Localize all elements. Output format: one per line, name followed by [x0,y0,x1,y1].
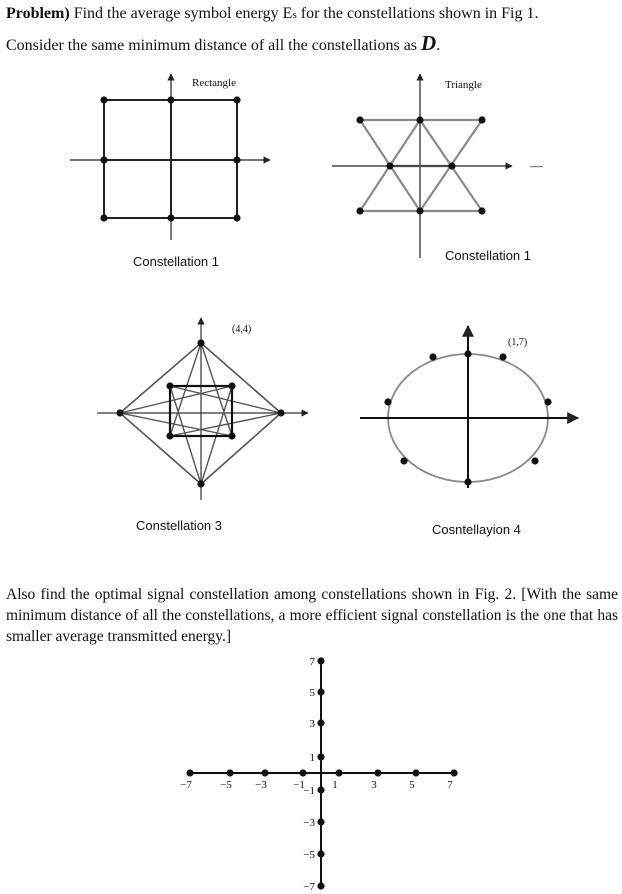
fig2-x-tick-label: −3 [255,779,267,791]
tri-point [416,207,423,214]
star-point [116,409,123,416]
problem-text-b: for the constellations shown in Fig 1. [300,5,539,22]
fig2-x-tick-label: 1 [332,779,338,791]
fig2-y-tick-label: −7 [303,881,315,893]
constellation-3-star [97,318,308,500]
question-2-text: Also find the optimal signal constellation among constellations shown in Fig. 2. [With the same minimum distance of all the constellations, a more efficient signal constellation is the one that has smaller average transmitted energy.] [6,586,618,645]
circle-point [400,457,407,464]
tri-point [416,116,423,123]
rect-point [167,214,174,221]
fig2-x-tick-label: 3 [371,779,377,791]
fig2-x-tick-label: −5 [220,779,232,791]
fig2-y-tick-label: −3 [303,817,315,829]
tri-point [356,116,363,123]
circle-point [544,398,551,405]
fig2-x-tick-label: 5 [409,779,415,791]
caption-constellation-2: Constellation 1 [445,248,531,263]
star-point [228,382,235,389]
fig2-y-tick-label: 3 [309,718,315,730]
fig2-y-point [317,882,324,889]
tri-point [356,207,363,214]
rect-point [233,156,240,163]
fig2-x-point [374,769,381,776]
tri-point [478,116,485,123]
star-point [166,432,173,439]
star-point [228,432,235,439]
fig2-x-point [261,769,268,776]
fig2-x-tick-label: −7 [180,779,192,791]
fig2-y-point [317,688,324,695]
star-spoke [170,386,281,413]
rect-point [233,96,240,103]
star-point [197,480,204,487]
fig2-x-point [335,769,342,776]
circle-point [464,478,471,485]
rect-point [233,214,240,221]
fig2-y-tick-label: −5 [303,849,315,861]
problem-label: Problem) [6,5,70,22]
fig2-x-point [299,769,306,776]
constellation-4-circle [360,326,578,488]
fig2-x-point [412,769,419,776]
rect-title: Rectangle [192,77,236,89]
star-point-label: (4,4) [232,324,252,335]
distance-symbol: D [421,31,437,55]
fig2-y-point [317,719,324,726]
tri-point [448,162,455,169]
circle-point [384,398,391,405]
circle-point [499,353,506,360]
fig2-x-point [226,769,233,776]
rect-point [100,214,107,221]
fig2-cross-constellation [180,656,457,893]
tri-point [386,162,393,169]
problem-text-c: Consider the same minimum distance of all the constellations as [6,37,418,54]
fig2-y-point [317,657,324,664]
rect-point [167,96,174,103]
star-point [277,409,284,416]
circle-point [531,457,538,464]
constellation-1-rectangle [70,74,270,240]
fig2-y-tick-label: 5 [309,687,315,699]
star-point [166,382,173,389]
circle-point-label: (1,7) [508,337,528,348]
fig2-y-tick-label: 7 [309,656,315,668]
problem-text-a: Find the average symbol energy E [73,5,293,22]
fig2-x-tick-label: −1 [293,779,305,791]
fig2-y-tick-label: −1 [303,785,315,797]
caption-constellation-3: Constellation 3 [136,518,222,533]
fig2-y-point [317,786,324,793]
tri-dash: — [530,158,543,173]
circle-point [464,350,471,357]
star-point [197,339,204,346]
fig2-x-point [450,769,457,776]
circle-point [429,353,436,360]
energy-subscript: s [292,9,297,21]
fig2-y-tick-label: 1 [309,752,315,764]
rect-point [100,96,107,103]
fig2-y-point [317,818,324,825]
caption-constellation-4: Cosntellayion 4 [432,522,521,537]
problem-text-end: . [436,37,441,54]
rect-point [100,156,107,163]
fig2-x-point [186,769,193,776]
tri-title: Triangle [445,79,482,91]
fig2-x-tick-label: 7 [447,779,453,791]
tri-point [478,207,485,214]
caption-constellation-1: Constellation 1 [133,254,219,269]
constellation-2-triangle [332,74,512,258]
fig2-labels [180,656,453,893]
fig2-y-point [317,850,324,857]
fig2-y-point [317,753,324,760]
